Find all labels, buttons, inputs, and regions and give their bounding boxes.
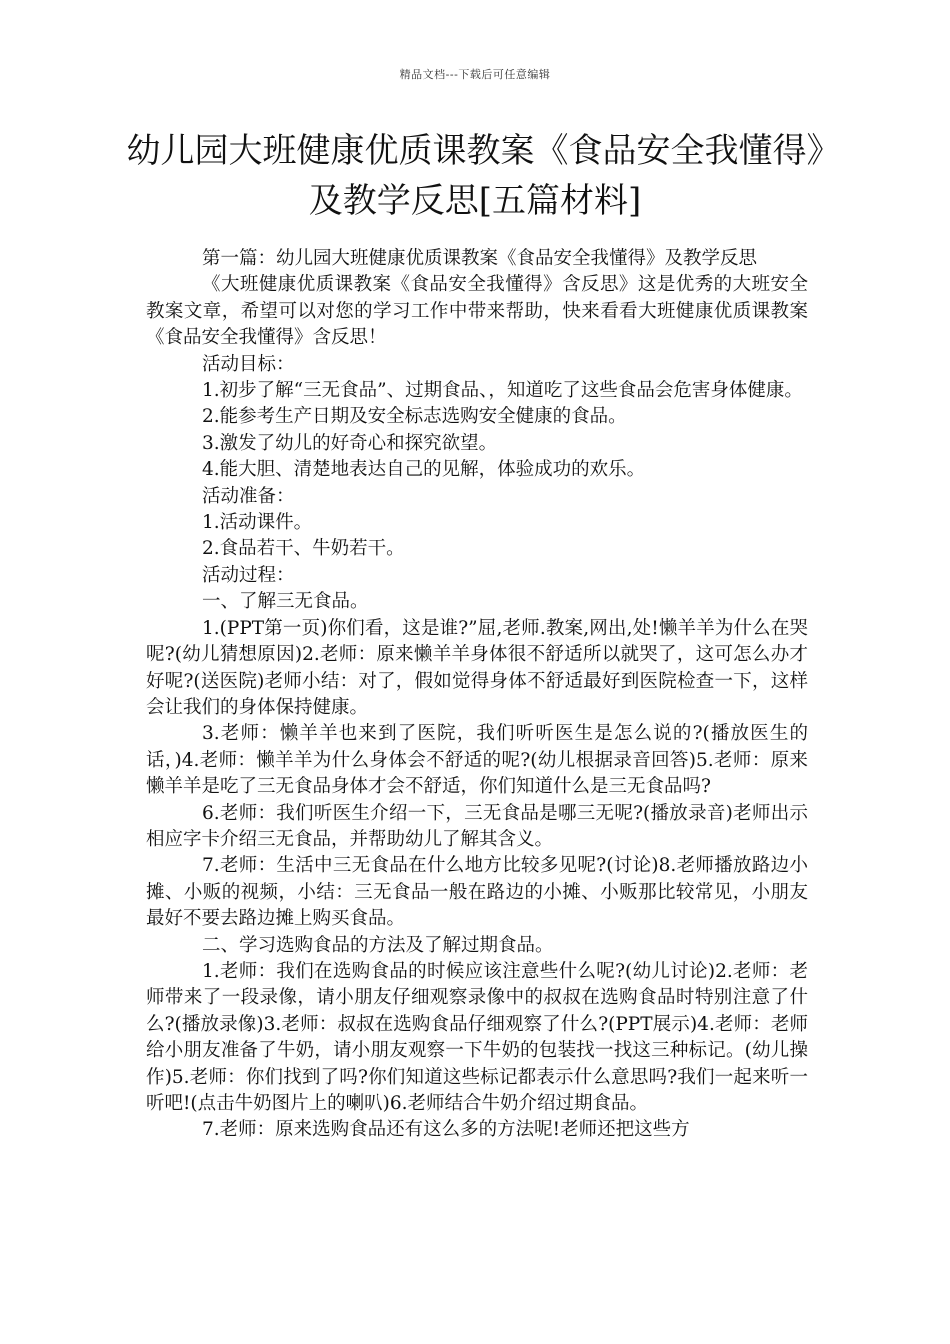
objective-item: 3.激发了幼儿的好奇心和探究欲望。: [202, 432, 498, 454]
intro-paragraph: 《大班健康优质课教案《食品安全我懂得》含反思》这是优秀的大班安全教案文章，希望可以对您的学习工作中带来帮助，快来看看大班健康优质课教案《食品安全我懂得》含反思！: [146, 274, 808, 349]
document-title: 幼儿园大班健康优质课教案《食品安全我懂得》及教学反思[五篇材料]: [126, 131, 824, 221]
page-header: 精品文档---下载后可任意编辑: [399, 68, 551, 81]
process-paragraph: 3.老师：懒羊羊也来到了医院，我们听听医生是怎么说的?(播放医生的话，)4.老师：懒羊羊为什么身体会不舒适的呢?(幼儿根据录音回答)5.老师：原来懒羊羊是吃了三无食品身体才会不舒适，你们知道什么是三无食品吗?: [146, 723, 808, 798]
objective-item: 4.能大胆、清楚地表达自己的见解，体验成功的欢乐。: [202, 459, 646, 481]
process-paragraph: 1.老师：我们在选购食品的时候应该注意些什么呢?(幼儿讨论)2.老师：老师带来了一段录像，请小朋友仔细观察录像中的叔叔在选购食品时特别注意了什么?(播放录像)3.老师：叔叔在选购食品仔细观察了什么?(PPT展示)4.老师：老师给小朋友准备了牛奶，请小朋友观察一下牛奶的包装找一找这三种标记。(幼儿操作)5.老师：你们找到了吗?你们知道这些标记都表示什么意思吗?我们一起来听一听吧!(点击牛奶图片上的喇叭)6.老师结合牛奶介绍过期食品。: [146, 960, 808, 1114]
process-heading: 活动过程：: [202, 564, 295, 586]
preparation-item: 2.食品若干、牛奶若干。: [202, 538, 405, 560]
process-paragraph: 7.老师：生活中三无食品在什么地方比较多见呢?(讨论)8.老师播放路边小摊、小贩的视频，小结：三无食品一般在路边的小摊、小贩那比较常见，小朋友最好不要去路边摊上购买食品。: [146, 855, 808, 930]
preparation-item: 1.活动课件。: [202, 512, 313, 534]
section-heading: 第一篇：幼儿园大班健康优质课教案《食品安全我懂得》及教学反思: [202, 248, 758, 269]
objectives-heading: 活动目标：: [202, 353, 295, 375]
objective-item: 2.能参考生产日期及安全标志选购安全健康的食品。: [202, 406, 627, 428]
process-subheading: 二、学习选购食品的方法及了解过期食品。: [202, 934, 554, 956]
process-paragraph: 6.老师：我们听医生介绍一下，三无食品是哪三无呢?(播放录音)老师出示相应字卡介绍三无食品，并帮助幼儿了解其含义。: [146, 802, 808, 850]
process-paragraph: 1.(PPT第一页)你们看，这是谁?”屈,老师.教案,网出,处!懒羊羊为什么在哭呢?(幼儿猜想原因)2.老师：原来懒羊羊身体很不舒适所以就哭了，这可怎么办才好呢?(送医院)老师小结：对了，假如觉得身体不舒适最好到医院检查一下，这样会让我们的身体保持健康。: [146, 617, 808, 718]
process-subheading: 一、了解三无食品。: [202, 591, 369, 613]
process-paragraph: 7.老师：原来选购食品还有这么多的方法呢!老师还把这些方: [202, 1119, 690, 1141]
preparation-heading: 活动准备：: [202, 485, 295, 507]
document-body: [146, 246, 808, 1144]
objective-item: 1.初步了解“三无食品”、过期食品、，知道吃了这些食品会危害身体健康。: [202, 380, 803, 402]
